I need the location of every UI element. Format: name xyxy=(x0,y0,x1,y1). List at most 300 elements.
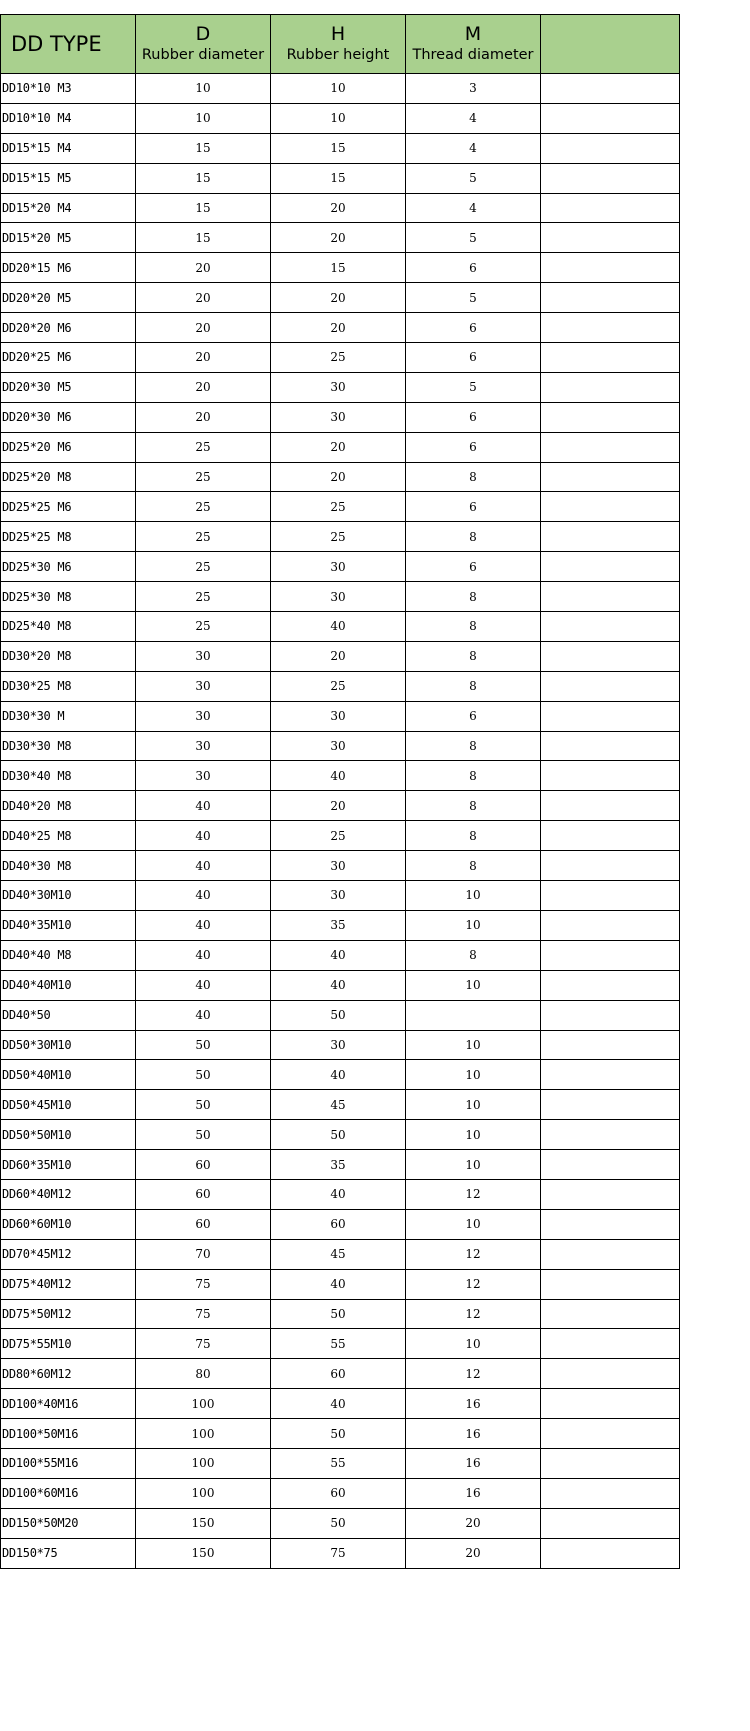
cell-rubber-height: 25 xyxy=(271,821,406,851)
header-dd-type: DD TYPE xyxy=(1,15,136,74)
cell-empty xyxy=(541,1478,680,1508)
cell-rubber-height: 35 xyxy=(271,910,406,940)
table-row xyxy=(1,1359,680,1389)
cell-empty xyxy=(541,1269,680,1299)
cell-empty xyxy=(541,851,680,881)
table-row xyxy=(1,761,680,791)
table-body xyxy=(1,74,680,1569)
cell-empty xyxy=(541,881,680,911)
cell-dd-type: DD75*50M12 xyxy=(1,1299,136,1329)
cell-thread-diameter: 4 xyxy=(406,133,541,163)
cell-thread-diameter: 6 xyxy=(406,343,541,373)
cell-dd-type: DD100*55M16 xyxy=(1,1448,136,1478)
cell-empty xyxy=(541,133,680,163)
cell-rubber-diameter: 60 xyxy=(136,1209,271,1239)
table-header xyxy=(1,15,680,74)
cell-empty xyxy=(541,582,680,612)
cell-rubber-diameter: 20 xyxy=(136,313,271,343)
cell-rubber-diameter: 50 xyxy=(136,1060,271,1090)
cell-empty xyxy=(541,1239,680,1269)
cell-empty xyxy=(541,1299,680,1329)
cell-dd-type: DD50*40M10 xyxy=(1,1060,136,1090)
cell-dd-type: DD50*50M10 xyxy=(1,1120,136,1150)
header-extra-empty xyxy=(541,15,680,74)
cell-empty xyxy=(541,1030,680,1060)
header-d-letter: D xyxy=(195,23,211,45)
cell-rubber-height: 75 xyxy=(271,1538,406,1568)
cell-empty xyxy=(541,1090,680,1120)
cell-rubber-height: 40 xyxy=(271,1269,406,1299)
cell-rubber-height: 30 xyxy=(271,851,406,881)
cell-rubber-diameter: 30 xyxy=(136,701,271,731)
cell-thread-diameter: 8 xyxy=(406,671,541,701)
cell-dd-type: DD100*60M16 xyxy=(1,1478,136,1508)
cell-thread-diameter: 10 xyxy=(406,970,541,1000)
cell-dd-type: DD100*50M16 xyxy=(1,1419,136,1449)
cell-thread-diameter: 8 xyxy=(406,582,541,612)
table-row xyxy=(1,1419,680,1449)
table-row xyxy=(1,851,680,881)
table-row xyxy=(1,492,680,522)
table-row xyxy=(1,1448,680,1478)
table-row xyxy=(1,1120,680,1150)
cell-rubber-diameter: 10 xyxy=(136,74,271,104)
cell-dd-type: DD60*60M10 xyxy=(1,1209,136,1239)
table-row xyxy=(1,193,680,223)
cell-dd-type: DD80*60M12 xyxy=(1,1359,136,1389)
table-row xyxy=(1,701,680,731)
cell-thread-diameter: 8 xyxy=(406,522,541,552)
cell-dd-type: DD25*30 M6 xyxy=(1,552,136,582)
cell-rubber-diameter: 100 xyxy=(136,1448,271,1478)
cell-dd-type: DD25*20 M8 xyxy=(1,462,136,492)
table-row xyxy=(1,1030,680,1060)
cell-empty xyxy=(541,1060,680,1090)
cell-rubber-height: 30 xyxy=(271,701,406,731)
cell-rubber-height: 30 xyxy=(271,402,406,432)
cell-thread-diameter: 8 xyxy=(406,851,541,881)
table-row xyxy=(1,671,680,701)
cell-rubber-height: 45 xyxy=(271,1090,406,1120)
cell-dd-type: DD40*35M10 xyxy=(1,910,136,940)
cell-empty xyxy=(541,970,680,1000)
cell-rubber-diameter: 40 xyxy=(136,791,271,821)
cell-rubber-diameter: 15 xyxy=(136,163,271,193)
cell-rubber-height: 40 xyxy=(271,1179,406,1209)
table-row xyxy=(1,432,680,462)
header-d xyxy=(136,15,271,74)
cell-rubber-diameter: 40 xyxy=(136,881,271,911)
cell-rubber-height: 20 xyxy=(271,223,406,253)
cell-dd-type: DD30*30 M xyxy=(1,701,136,731)
cell-empty xyxy=(541,103,680,133)
cell-empty xyxy=(541,791,680,821)
cell-thread-diameter: 12 xyxy=(406,1239,541,1269)
cell-rubber-diameter: 25 xyxy=(136,522,271,552)
cell-empty xyxy=(541,1538,680,1568)
table-row xyxy=(1,1299,680,1329)
cell-dd-type: DD30*30 M8 xyxy=(1,731,136,761)
cell-empty xyxy=(541,462,680,492)
cell-rubber-height: 15 xyxy=(271,133,406,163)
cell-empty xyxy=(541,402,680,432)
cell-dd-type: DD150*75 xyxy=(1,1538,136,1568)
cell-rubber-height: 40 xyxy=(271,940,406,970)
cell-rubber-height: 50 xyxy=(271,1508,406,1538)
cell-rubber-diameter: 20 xyxy=(136,372,271,402)
cell-rubber-diameter: 15 xyxy=(136,223,271,253)
cell-dd-type: DD50*30M10 xyxy=(1,1030,136,1060)
cell-empty xyxy=(541,163,680,193)
table-row xyxy=(1,133,680,163)
cell-empty xyxy=(541,731,680,761)
header-h xyxy=(271,15,406,74)
cell-empty xyxy=(541,671,680,701)
cell-dd-type: DD30*40 M8 xyxy=(1,761,136,791)
cell-dd-type: DD40*25 M8 xyxy=(1,821,136,851)
cell-rubber-height: 25 xyxy=(271,492,406,522)
cell-dd-type: DD25*25 M6 xyxy=(1,492,136,522)
cell-empty xyxy=(541,253,680,283)
table-row xyxy=(1,1209,680,1239)
cell-rubber-height: 60 xyxy=(271,1359,406,1389)
cell-rubber-diameter: 40 xyxy=(136,970,271,1000)
header-m-letter: M xyxy=(464,23,482,45)
cell-empty xyxy=(541,1000,680,1030)
cell-thread-diameter: 8 xyxy=(406,612,541,642)
cell-thread-diameter: 10 xyxy=(406,1209,541,1239)
cell-empty xyxy=(541,313,680,343)
cell-rubber-height: 45 xyxy=(271,1239,406,1269)
header-d-description: Rubber diameter xyxy=(141,47,265,63)
cell-rubber-height: 50 xyxy=(271,1120,406,1150)
cell-rubber-height: 30 xyxy=(271,372,406,402)
cell-rubber-diameter: 30 xyxy=(136,641,271,671)
cell-dd-type: DD20*30 M6 xyxy=(1,402,136,432)
cell-rubber-height: 40 xyxy=(271,761,406,791)
cell-rubber-height: 40 xyxy=(271,1389,406,1419)
table-row xyxy=(1,821,680,851)
cell-empty xyxy=(541,1508,680,1538)
cell-rubber-height: 50 xyxy=(271,1419,406,1449)
cell-dd-type: DD60*35M10 xyxy=(1,1150,136,1180)
cell-rubber-diameter: 25 xyxy=(136,582,271,612)
cell-dd-type: DD20*20 M6 xyxy=(1,313,136,343)
cell-empty xyxy=(541,1359,680,1389)
cell-rubber-diameter: 75 xyxy=(136,1299,271,1329)
cell-thread-diameter: 12 xyxy=(406,1179,541,1209)
cell-dd-type: DD10*10 M3 xyxy=(1,74,136,104)
cell-rubber-diameter: 20 xyxy=(136,343,271,373)
cell-thread-diameter: 5 xyxy=(406,372,541,402)
cell-thread-diameter xyxy=(406,1000,541,1030)
table-row xyxy=(1,1090,680,1120)
cell-dd-type: DD15*20 M5 xyxy=(1,223,136,253)
table-row xyxy=(1,791,680,821)
cell-rubber-diameter: 100 xyxy=(136,1419,271,1449)
cell-thread-diameter: 5 xyxy=(406,223,541,253)
cell-rubber-height: 25 xyxy=(271,522,406,552)
cell-thread-diameter: 6 xyxy=(406,313,541,343)
cell-dd-type: DD30*25 M8 xyxy=(1,671,136,701)
table-row xyxy=(1,343,680,373)
cell-rubber-height: 20 xyxy=(271,791,406,821)
cell-thread-diameter: 10 xyxy=(406,1090,541,1120)
cell-dd-type: DD20*20 M5 xyxy=(1,283,136,313)
cell-thread-diameter: 8 xyxy=(406,462,541,492)
cell-rubber-height: 25 xyxy=(271,343,406,373)
cell-thread-diameter: 8 xyxy=(406,761,541,791)
cell-thread-diameter: 4 xyxy=(406,103,541,133)
table-row xyxy=(1,881,680,911)
cell-rubber-diameter: 60 xyxy=(136,1179,271,1209)
cell-thread-diameter: 10 xyxy=(406,910,541,940)
table-row xyxy=(1,940,680,970)
table-row xyxy=(1,313,680,343)
cell-rubber-diameter: 20 xyxy=(136,283,271,313)
table-row xyxy=(1,74,680,104)
cell-rubber-diameter: 25 xyxy=(136,462,271,492)
cell-dd-type: DD15*15 M4 xyxy=(1,133,136,163)
cell-rubber-diameter: 40 xyxy=(136,1000,271,1030)
table-row xyxy=(1,163,680,193)
table-row xyxy=(1,1000,680,1030)
cell-rubber-height: 20 xyxy=(271,193,406,223)
cell-rubber-height: 15 xyxy=(271,163,406,193)
table-row xyxy=(1,1538,680,1568)
cell-rubber-diameter: 150 xyxy=(136,1538,271,1568)
cell-rubber-diameter: 25 xyxy=(136,432,271,462)
cell-rubber-diameter: 25 xyxy=(136,552,271,582)
cell-dd-type: DD40*30 M8 xyxy=(1,851,136,881)
cell-thread-diameter: 20 xyxy=(406,1538,541,1568)
cell-rubber-height: 10 xyxy=(271,103,406,133)
cell-dd-type: DD150*50M20 xyxy=(1,1508,136,1538)
table-row xyxy=(1,372,680,402)
table-row xyxy=(1,582,680,612)
cell-empty xyxy=(541,1179,680,1209)
cell-rubber-height: 60 xyxy=(271,1209,406,1239)
cell-rubber-diameter: 30 xyxy=(136,731,271,761)
table-row xyxy=(1,1478,680,1508)
cell-dd-type: DD40*20 M8 xyxy=(1,791,136,821)
cell-thread-diameter: 12 xyxy=(406,1359,541,1389)
cell-rubber-diameter: 20 xyxy=(136,253,271,283)
cell-thread-diameter: 16 xyxy=(406,1478,541,1508)
cell-thread-diameter: 16 xyxy=(406,1448,541,1478)
cell-dd-type: DD40*50 xyxy=(1,1000,136,1030)
cell-rubber-height: 20 xyxy=(271,641,406,671)
cell-thread-diameter: 8 xyxy=(406,821,541,851)
table-row xyxy=(1,1239,680,1269)
table-row xyxy=(1,1269,680,1299)
cell-empty xyxy=(541,1448,680,1478)
cell-rubber-height: 20 xyxy=(271,283,406,313)
header-m xyxy=(406,15,541,74)
table-row xyxy=(1,462,680,492)
cell-empty xyxy=(541,761,680,791)
cell-empty xyxy=(541,522,680,552)
cell-dd-type: DD20*15 M6 xyxy=(1,253,136,283)
cell-rubber-height: 40 xyxy=(271,970,406,1000)
table-row xyxy=(1,1508,680,1538)
table-row xyxy=(1,1179,680,1209)
cell-rubber-diameter: 20 xyxy=(136,402,271,432)
header-row xyxy=(1,15,680,74)
cell-dd-type: DD75*40M12 xyxy=(1,1269,136,1299)
cell-empty xyxy=(541,821,680,851)
cell-rubber-diameter: 50 xyxy=(136,1030,271,1060)
cell-dd-type: DD25*25 M8 xyxy=(1,522,136,552)
cell-thread-diameter: 10 xyxy=(406,1060,541,1090)
dd-type-table xyxy=(0,14,680,1569)
cell-dd-type: DD40*30M10 xyxy=(1,881,136,911)
cell-dd-type: DD100*40M16 xyxy=(1,1389,136,1419)
spec-sheet xyxy=(0,14,680,1569)
cell-empty xyxy=(541,372,680,402)
cell-empty xyxy=(541,910,680,940)
cell-thread-diameter: 16 xyxy=(406,1419,541,1449)
header-m-description: Thread diameter xyxy=(412,47,534,63)
cell-dd-type: DD25*30 M8 xyxy=(1,582,136,612)
header-h-letter: H xyxy=(330,23,346,45)
table-row xyxy=(1,253,680,283)
cell-dd-type: DD70*45M12 xyxy=(1,1239,136,1269)
cell-thread-diameter: 8 xyxy=(406,791,541,821)
cell-rubber-diameter: 40 xyxy=(136,910,271,940)
cell-rubber-diameter: 75 xyxy=(136,1269,271,1299)
cell-dd-type: DD40*40 M8 xyxy=(1,940,136,970)
cell-thread-diameter: 3 xyxy=(406,74,541,104)
cell-rubber-diameter: 40 xyxy=(136,821,271,851)
cell-dd-type: DD25*40 M8 xyxy=(1,612,136,642)
cell-rubber-height: 50 xyxy=(271,1000,406,1030)
cell-empty xyxy=(541,1389,680,1419)
table-row xyxy=(1,1329,680,1359)
cell-rubber-height: 25 xyxy=(271,671,406,701)
table-row xyxy=(1,552,680,582)
cell-empty xyxy=(541,701,680,731)
cell-thread-diameter: 6 xyxy=(406,492,541,522)
cell-rubber-diameter: 15 xyxy=(136,133,271,163)
cell-empty xyxy=(541,1150,680,1180)
cell-rubber-height: 20 xyxy=(271,462,406,492)
cell-rubber-height: 40 xyxy=(271,1060,406,1090)
cell-rubber-diameter: 100 xyxy=(136,1389,271,1419)
cell-empty xyxy=(541,223,680,253)
cell-thread-diameter: 8 xyxy=(406,940,541,970)
table-row xyxy=(1,283,680,313)
cell-rubber-diameter: 40 xyxy=(136,851,271,881)
cell-rubber-height: 30 xyxy=(271,731,406,761)
cell-thread-diameter: 6 xyxy=(406,701,541,731)
cell-rubber-height: 10 xyxy=(271,74,406,104)
cell-rubber-diameter: 100 xyxy=(136,1478,271,1508)
cell-rubber-diameter: 75 xyxy=(136,1329,271,1359)
table-row xyxy=(1,103,680,133)
cell-thread-diameter: 10 xyxy=(406,1150,541,1180)
cell-rubber-diameter: 80 xyxy=(136,1359,271,1389)
table-row xyxy=(1,641,680,671)
table-row xyxy=(1,223,680,253)
cell-rubber-diameter: 150 xyxy=(136,1508,271,1538)
cell-dd-type: DD20*30 M5 xyxy=(1,372,136,402)
cell-dd-type: DD15*20 M4 xyxy=(1,193,136,223)
cell-dd-type: DD60*40M12 xyxy=(1,1179,136,1209)
cell-empty xyxy=(541,492,680,522)
table-row xyxy=(1,1150,680,1180)
cell-empty xyxy=(541,74,680,104)
cell-rubber-diameter: 50 xyxy=(136,1090,271,1120)
cell-rubber-diameter: 10 xyxy=(136,103,271,133)
cell-thread-diameter: 6 xyxy=(406,253,541,283)
cell-empty xyxy=(541,1419,680,1449)
table-row xyxy=(1,402,680,432)
cell-rubber-height: 60 xyxy=(271,1478,406,1508)
cell-rubber-diameter: 25 xyxy=(136,492,271,522)
cell-rubber-height: 15 xyxy=(271,253,406,283)
table-row xyxy=(1,1389,680,1419)
cell-empty xyxy=(541,193,680,223)
cell-empty xyxy=(541,641,680,671)
cell-thread-diameter: 6 xyxy=(406,552,541,582)
cell-thread-diameter: 8 xyxy=(406,641,541,671)
cell-rubber-height: 30 xyxy=(271,881,406,911)
cell-rubber-diameter: 25 xyxy=(136,612,271,642)
cell-rubber-diameter: 30 xyxy=(136,761,271,791)
cell-empty xyxy=(541,612,680,642)
cell-rubber-diameter: 15 xyxy=(136,193,271,223)
cell-thread-diameter: 10 xyxy=(406,1120,541,1150)
cell-empty xyxy=(541,343,680,373)
cell-dd-type: DD30*20 M8 xyxy=(1,641,136,671)
cell-empty xyxy=(541,432,680,462)
cell-thread-diameter: 8 xyxy=(406,731,541,761)
cell-thread-diameter: 5 xyxy=(406,163,541,193)
cell-rubber-diameter: 30 xyxy=(136,671,271,701)
table-row xyxy=(1,731,680,761)
cell-thread-diameter: 20 xyxy=(406,1508,541,1538)
cell-thread-diameter: 5 xyxy=(406,283,541,313)
cell-empty xyxy=(541,283,680,313)
cell-rubber-diameter: 60 xyxy=(136,1150,271,1180)
cell-thread-diameter: 4 xyxy=(406,193,541,223)
cell-rubber-diameter: 50 xyxy=(136,1120,271,1150)
table-row xyxy=(1,522,680,552)
table-row xyxy=(1,970,680,1000)
table-row xyxy=(1,612,680,642)
cell-dd-type: DD50*45M10 xyxy=(1,1090,136,1120)
cell-rubber-height: 30 xyxy=(271,552,406,582)
table-row xyxy=(1,1060,680,1090)
cell-dd-type: DD15*15 M5 xyxy=(1,163,136,193)
cell-empty xyxy=(541,1329,680,1359)
cell-dd-type: DD75*55M10 xyxy=(1,1329,136,1359)
cell-dd-type: DD40*40M10 xyxy=(1,970,136,1000)
cell-empty xyxy=(541,1209,680,1239)
cell-thread-diameter: 12 xyxy=(406,1269,541,1299)
table-row xyxy=(1,910,680,940)
cell-thread-diameter: 10 xyxy=(406,881,541,911)
cell-rubber-height: 20 xyxy=(271,432,406,462)
cell-rubber-height: 55 xyxy=(271,1448,406,1478)
header-h-description: Rubber height xyxy=(286,47,390,63)
cell-rubber-diameter: 40 xyxy=(136,940,271,970)
cell-thread-diameter: 6 xyxy=(406,432,541,462)
cell-dd-type: DD25*20 M6 xyxy=(1,432,136,462)
cell-rubber-height: 55 xyxy=(271,1329,406,1359)
cell-thread-diameter: 10 xyxy=(406,1030,541,1060)
